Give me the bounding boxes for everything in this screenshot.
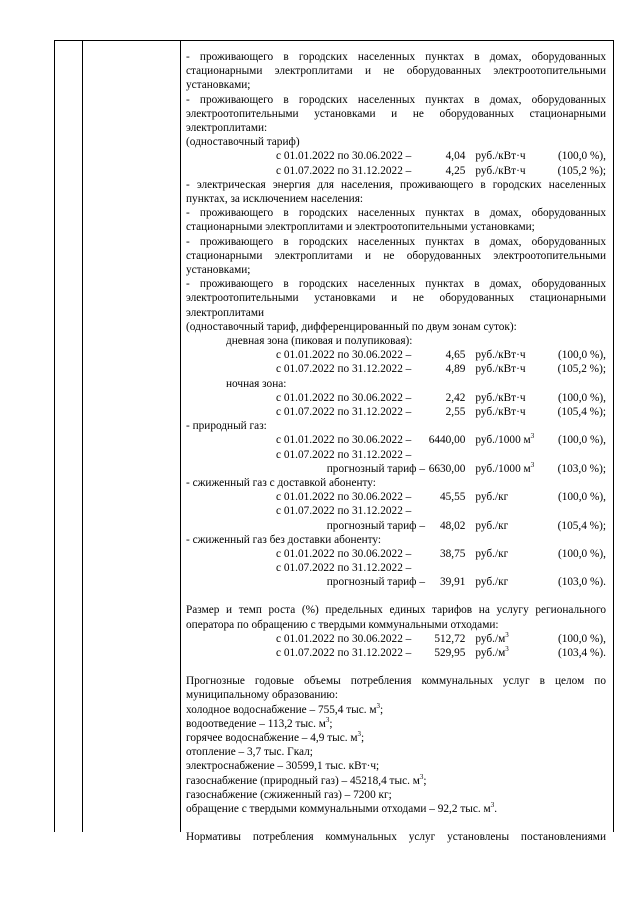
unit: руб./кг (475, 547, 509, 560)
period: с 01.01.2022 по 30.06.2022 – (276, 150, 412, 163)
volume-lpg: газоснабжение (сжиженный газ) – 7200 кг; (186, 788, 392, 801)
percent: (100,0 %), (557, 349, 606, 362)
tariff-row (186, 391, 606, 405)
unit: руб./1000 $м^3$ (475, 461, 535, 475)
value: 4,04 (445, 150, 466, 163)
tariff-row (186, 547, 606, 561)
tariff-row (186, 519, 606, 533)
value: 512,72 (434, 632, 466, 645)
unit: руб./кг (475, 519, 509, 532)
value: 6440,00 (428, 434, 466, 447)
percent: (103,0 %); (557, 462, 606, 475)
unit: руб./кг (475, 576, 509, 589)
period: с 01.07.2022 по 31.12.2022 – (276, 647, 412, 660)
table-border-left (54, 40, 55, 832)
lpg2-label: - сжиженный газ без доставки абоненту: (186, 533, 382, 546)
intro-item-1: - проживающего в городских населенных пунктах в домах, оборудованных стационарными электроплитами и не оборудованных электроотопительными установками; (186, 51, 606, 92)
tariff-row (186, 632, 606, 646)
percent: (100,0 %), (557, 434, 606, 447)
unit: руб./кВт·ч (475, 363, 526, 376)
percent: (100,0 %), (557, 491, 606, 504)
value: 529,95 (434, 647, 466, 660)
unit: руб./кВт·ч (475, 150, 526, 163)
table-frame (54, 40, 614, 844)
unit: руб./1000 $м^3$ (475, 432, 535, 447)
table-border-top (54, 40, 614, 41)
night-zone-label: ночная зона: (226, 377, 287, 390)
value: 38,75 (440, 547, 466, 560)
period: с 01.01.2022 по 30.06.2022 – (276, 491, 412, 504)
tariff-period-row (186, 448, 606, 462)
percent: (105,4 %); (557, 406, 606, 418)
period: с 01.07.2022 по 31.12.2022 – (276, 363, 412, 376)
value: 2,42 (445, 391, 466, 404)
percent: (105,2 %); (557, 363, 606, 376)
volume-cold-water: холодное водоснабжение – 755,4 тыс. $м^3$; (186, 701, 384, 716)
tariff2-label: (одноставочный тариф, дифференцированный по двум зонам суток): (186, 320, 517, 333)
period: с 01.01.2022 по 30.06.2022 – (276, 391, 412, 404)
column-divider-2 (180, 40, 181, 832)
percent: (103,4 %). (557, 647, 606, 660)
period: с 01.01.2022 по 30.06.2022 – (276, 632, 412, 645)
percent: (100,0 %), (557, 632, 606, 645)
forecast-label: прогнозный тариф – (326, 519, 425, 532)
cell-content (186, 50, 606, 845)
percent: (105,4 %); (557, 519, 606, 532)
period: с 01.07.2022 по 31.12.2022 – (276, 505, 412, 518)
final-paragraph: Нормативы потребления коммунальных услуг установлены постановлениями (186, 831, 606, 844)
value: 4,89 (445, 363, 466, 376)
tariff-label: (одноставочный тариф) (186, 136, 300, 149)
percent: (100,0 %), (557, 150, 606, 163)
volume-electricity: электроснабжение – 30599,1 тыс. кВт·ч; (186, 760, 380, 773)
value: 6630,00 (428, 462, 466, 475)
period: с 01.07.2022 по 31.12.2022 – (276, 448, 412, 461)
waste-paragraph: Размер и темп роста (%) предельных единых тарифов на услугу регионального оператора по обращению с твердыми коммунальными отходами: (186, 604, 606, 631)
forecast-label: прогнозный тариф – (326, 576, 425, 589)
tariff-period-row (186, 561, 606, 575)
tariff-row (186, 462, 606, 476)
tariff-row (186, 575, 606, 589)
period: с 01.07.2022 по 31.12.2022 – (276, 562, 412, 575)
percent: (100,0 %), (557, 547, 606, 560)
tariff-row (186, 149, 606, 163)
column-divider-1 (82, 40, 83, 832)
unit: $руб./м^3$ (475, 631, 509, 645)
period: с 01.01.2022 по 30.06.2022 – (276, 349, 412, 362)
tariff-row (186, 433, 606, 447)
volume-natural-gas: газоснабжение (природный газ) – 45218,4 тыс. $м^3$; (186, 772, 427, 787)
block2-item-2: - проживающего в городских населенных пунктах в домах, оборудованных стационарными электроплитами и электроотопительными установками; (186, 207, 606, 234)
block2-item-4: - проживающего в городских населенных пунктах в домах, оборудованных электроотопительными установками и не оборудованных стационарными электроплитами (186, 278, 606, 319)
period: с 01.01.2022 по 30.06.2022 – (276, 434, 412, 447)
period: с 01.01.2022 по 30.06.2022 – (276, 547, 412, 560)
volume-heating: отопление – 3,7 тыс. Гкал; (186, 746, 313, 759)
value: 39,91 (440, 576, 466, 589)
block2-item-3: - проживающего в городских населенных пунктах в домах, оборудованных стационарными электроплитами и не оборудованных электроотопительными установками; (186, 235, 606, 277)
unit: руб./кВт·ч (475, 406, 526, 418)
tariff-row (186, 164, 606, 178)
tariff-period-row (186, 504, 606, 518)
value: 2,55 (445, 406, 466, 418)
unit: $руб./м^3$ (475, 645, 509, 660)
volume-hot-water: горячее водоснабжение – 4,9 тыс. $м^3$; (186, 730, 365, 745)
percent: (105,2 %); (557, 164, 606, 177)
percent: (103,0 %). (557, 576, 606, 589)
volume-waste: обращение с твердыми коммунальными отходами – 92,2 тыс. $м^3$. (186, 801, 498, 816)
period: с 01.07.2022 по 31.12.2022 – (276, 406, 412, 418)
unit: руб./кг (475, 491, 509, 504)
lpg1-label: - сжиженный газ с доставкой абоненту: (186, 476, 376, 489)
unit: руб./кВт·ч (475, 349, 526, 362)
gas-label: - природный газ: (186, 420, 267, 433)
tariff-row (186, 646, 606, 660)
volume-drainage: водоотведение – 113,2 тыс. $м^3$; (186, 716, 333, 730)
block2-item-1: - электрическая энергия для населения, проживающего в городских населенных пунктах, за исключением населения: (186, 178, 606, 205)
period: с 01.07.2022 по 31.12.2022 – (276, 164, 412, 177)
unit: руб./кВт·ч (475, 164, 526, 177)
unit: руб./кВт·ч (475, 391, 526, 404)
table-border-right (613, 40, 614, 832)
tariff-row (186, 362, 606, 376)
volumes-paragraph: Прогнозные годовые объемы потребления коммунальных услуг в целом по муниципальному образованию: (186, 675, 606, 702)
forecast-label: прогнозный тариф – (326, 462, 425, 475)
value: 48,02 (440, 519, 466, 532)
tariff-row (186, 405, 606, 419)
intro-item-2: - проживающего в городских населенных пунктах в домах, оборудованных электроотопительными установками и не оборудованных стационарными электроплитами: (186, 93, 606, 135)
percent: (100,0 %), (557, 391, 606, 404)
value: 4,65 (445, 349, 466, 362)
day-zone-label: дневная зона (пиковая и полупиковая): (226, 335, 413, 348)
value: 4,25 (445, 164, 466, 177)
tariff-row (186, 348, 606, 362)
tariff-row (186, 490, 606, 504)
value: 45,55 (440, 491, 466, 504)
